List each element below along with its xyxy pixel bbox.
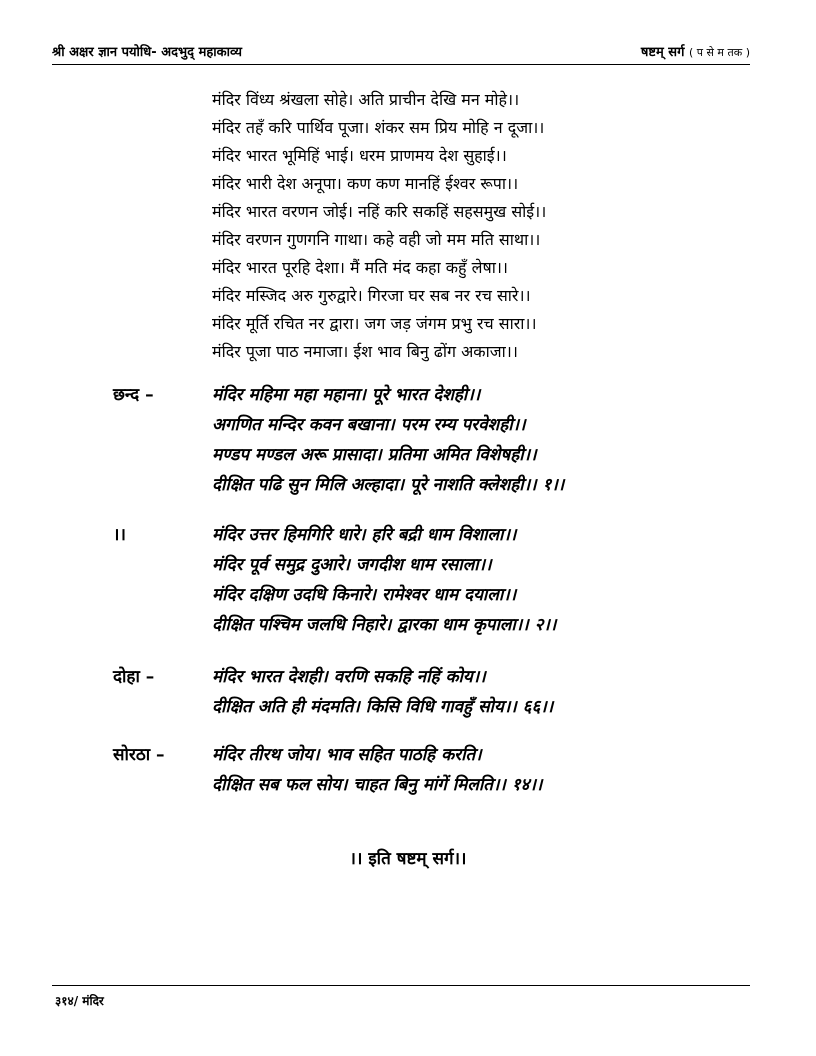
chaupai-line: मंदिर भारत वरणन जोई। नहिं करि सकहिं सहसमुख सोई।। (212, 202, 547, 221)
doha-line: दीक्षित अति ही मंदमति। किसि विधि गावहुँ सोय।। ६६।। (212, 697, 554, 717)
chhand2-line: दीक्षित पश्चिम जलधि निहारे। द्वारका धाम कृपाला।। २।। (212, 615, 557, 635)
chapter-name: षष्टम् सर्ग (640, 45, 685, 60)
chhand2-label: ।। (113, 525, 126, 545)
chhand-line: दीक्षित पढि सुन मिलि अल्हादा। पूरे नाशति क्लेशही।। १।। (212, 475, 565, 495)
chapter-range: ( प से म तक ) (688, 46, 750, 59)
chaupai-line: मंदिर वरणन गुणगनि गाथा। कहे वही जो मम मति साथा।। (212, 230, 541, 249)
chaupai-line: मंदिर भारी देश अनूपा। कण कण मानहिं ईश्वर रूपा।। (212, 174, 519, 193)
chaupai-line: मंदिर तहँ करि पार्थिव पूजा। शंकर सम प्रिय मोहि न दूजा।। (212, 118, 545, 137)
header-divider (52, 64, 750, 65)
chhand-line: मण्डप मण्डल अरू प्रासादा। प्रतिमा अमित विशेषही।। (212, 445, 537, 465)
doha-label: दोहा – (113, 667, 155, 687)
chapter-closing: ।। इति षष्टम् सर्ग।। (349, 849, 467, 869)
chaupai-line: मंदिर मूर्ति रचित नर द्वारा। जग जड़ जंगम प्रभु रच सारा।। (212, 314, 537, 333)
chhand2-line: मंदिर दक्षिण उदधि किनारे। रामेश्वर धाम दयाला।। (212, 585, 517, 605)
chhand-line: अगणित मन्दिर कवन बखाना। परम रम्य परवेशही।। (212, 415, 526, 435)
chhand2-line: मंदिर उत्तर हिमगिरि धारे। हरि बद्री धाम विशाला।। (212, 525, 517, 545)
chaupai-line: मंदिर विंध्य श्रंखला सोहे। अति प्राचीन देखि मन मोहे।। (212, 90, 520, 109)
chhand-label: छन्द – (113, 385, 154, 405)
chhand-lines (212, 380, 564, 500)
soratha-line: मंदिर तीरथ जोय। भाव सहित पाठहि करति। (212, 745, 482, 765)
soratha-label: सोरठा – (113, 745, 165, 765)
page-footer: ३१४/ मंदिर (55, 994, 104, 1008)
page-header (52, 38, 750, 62)
chapter-title (641, 42, 750, 60)
chhand2-lines (212, 520, 556, 640)
chaupai-line: मंदिर भारत भूमिहिं भाई। धरम प्राणमय देश सुहाई।। (212, 146, 507, 165)
soratha-line: दीक्षित सब फल सोय। चाहत बिनु मांगें मिलति।। १४।। (212, 775, 543, 795)
chaupai-line: मंदिर पूजा पाठ नमाजा। ईश भाव बिनु ढोंग अकाजा।। (212, 342, 518, 361)
chaupai-block (212, 86, 546, 366)
doha-lines (212, 662, 553, 722)
chaupai-line: मंदिर भारत पूरहि देशा। मैं मति मंद कहा कहुँ लेषा।। (212, 258, 508, 277)
chhand2-line: मंदिर पूर्व समुद्र दुआरे। जगदीश धाम रसाला।। (212, 555, 492, 575)
doha-line: मंदिर भारत देशही। वरणि सकहि नहिं कोय।। (212, 667, 486, 687)
soratha-lines (212, 740, 542, 800)
chhand-line: मंदिर महिमा महा महाना। पूरे भारत देशही।। (212, 385, 481, 405)
footer-divider (52, 985, 750, 986)
book-title: श्री अक्षर ज्ञान पयोधि- अदभुद् महाकाव्य (52, 45, 242, 60)
chaupai-line: मंदिर मस्जिद अरु गुरुद्वारे। गिरजा घर सब नर रच सारे।। (212, 286, 531, 305)
